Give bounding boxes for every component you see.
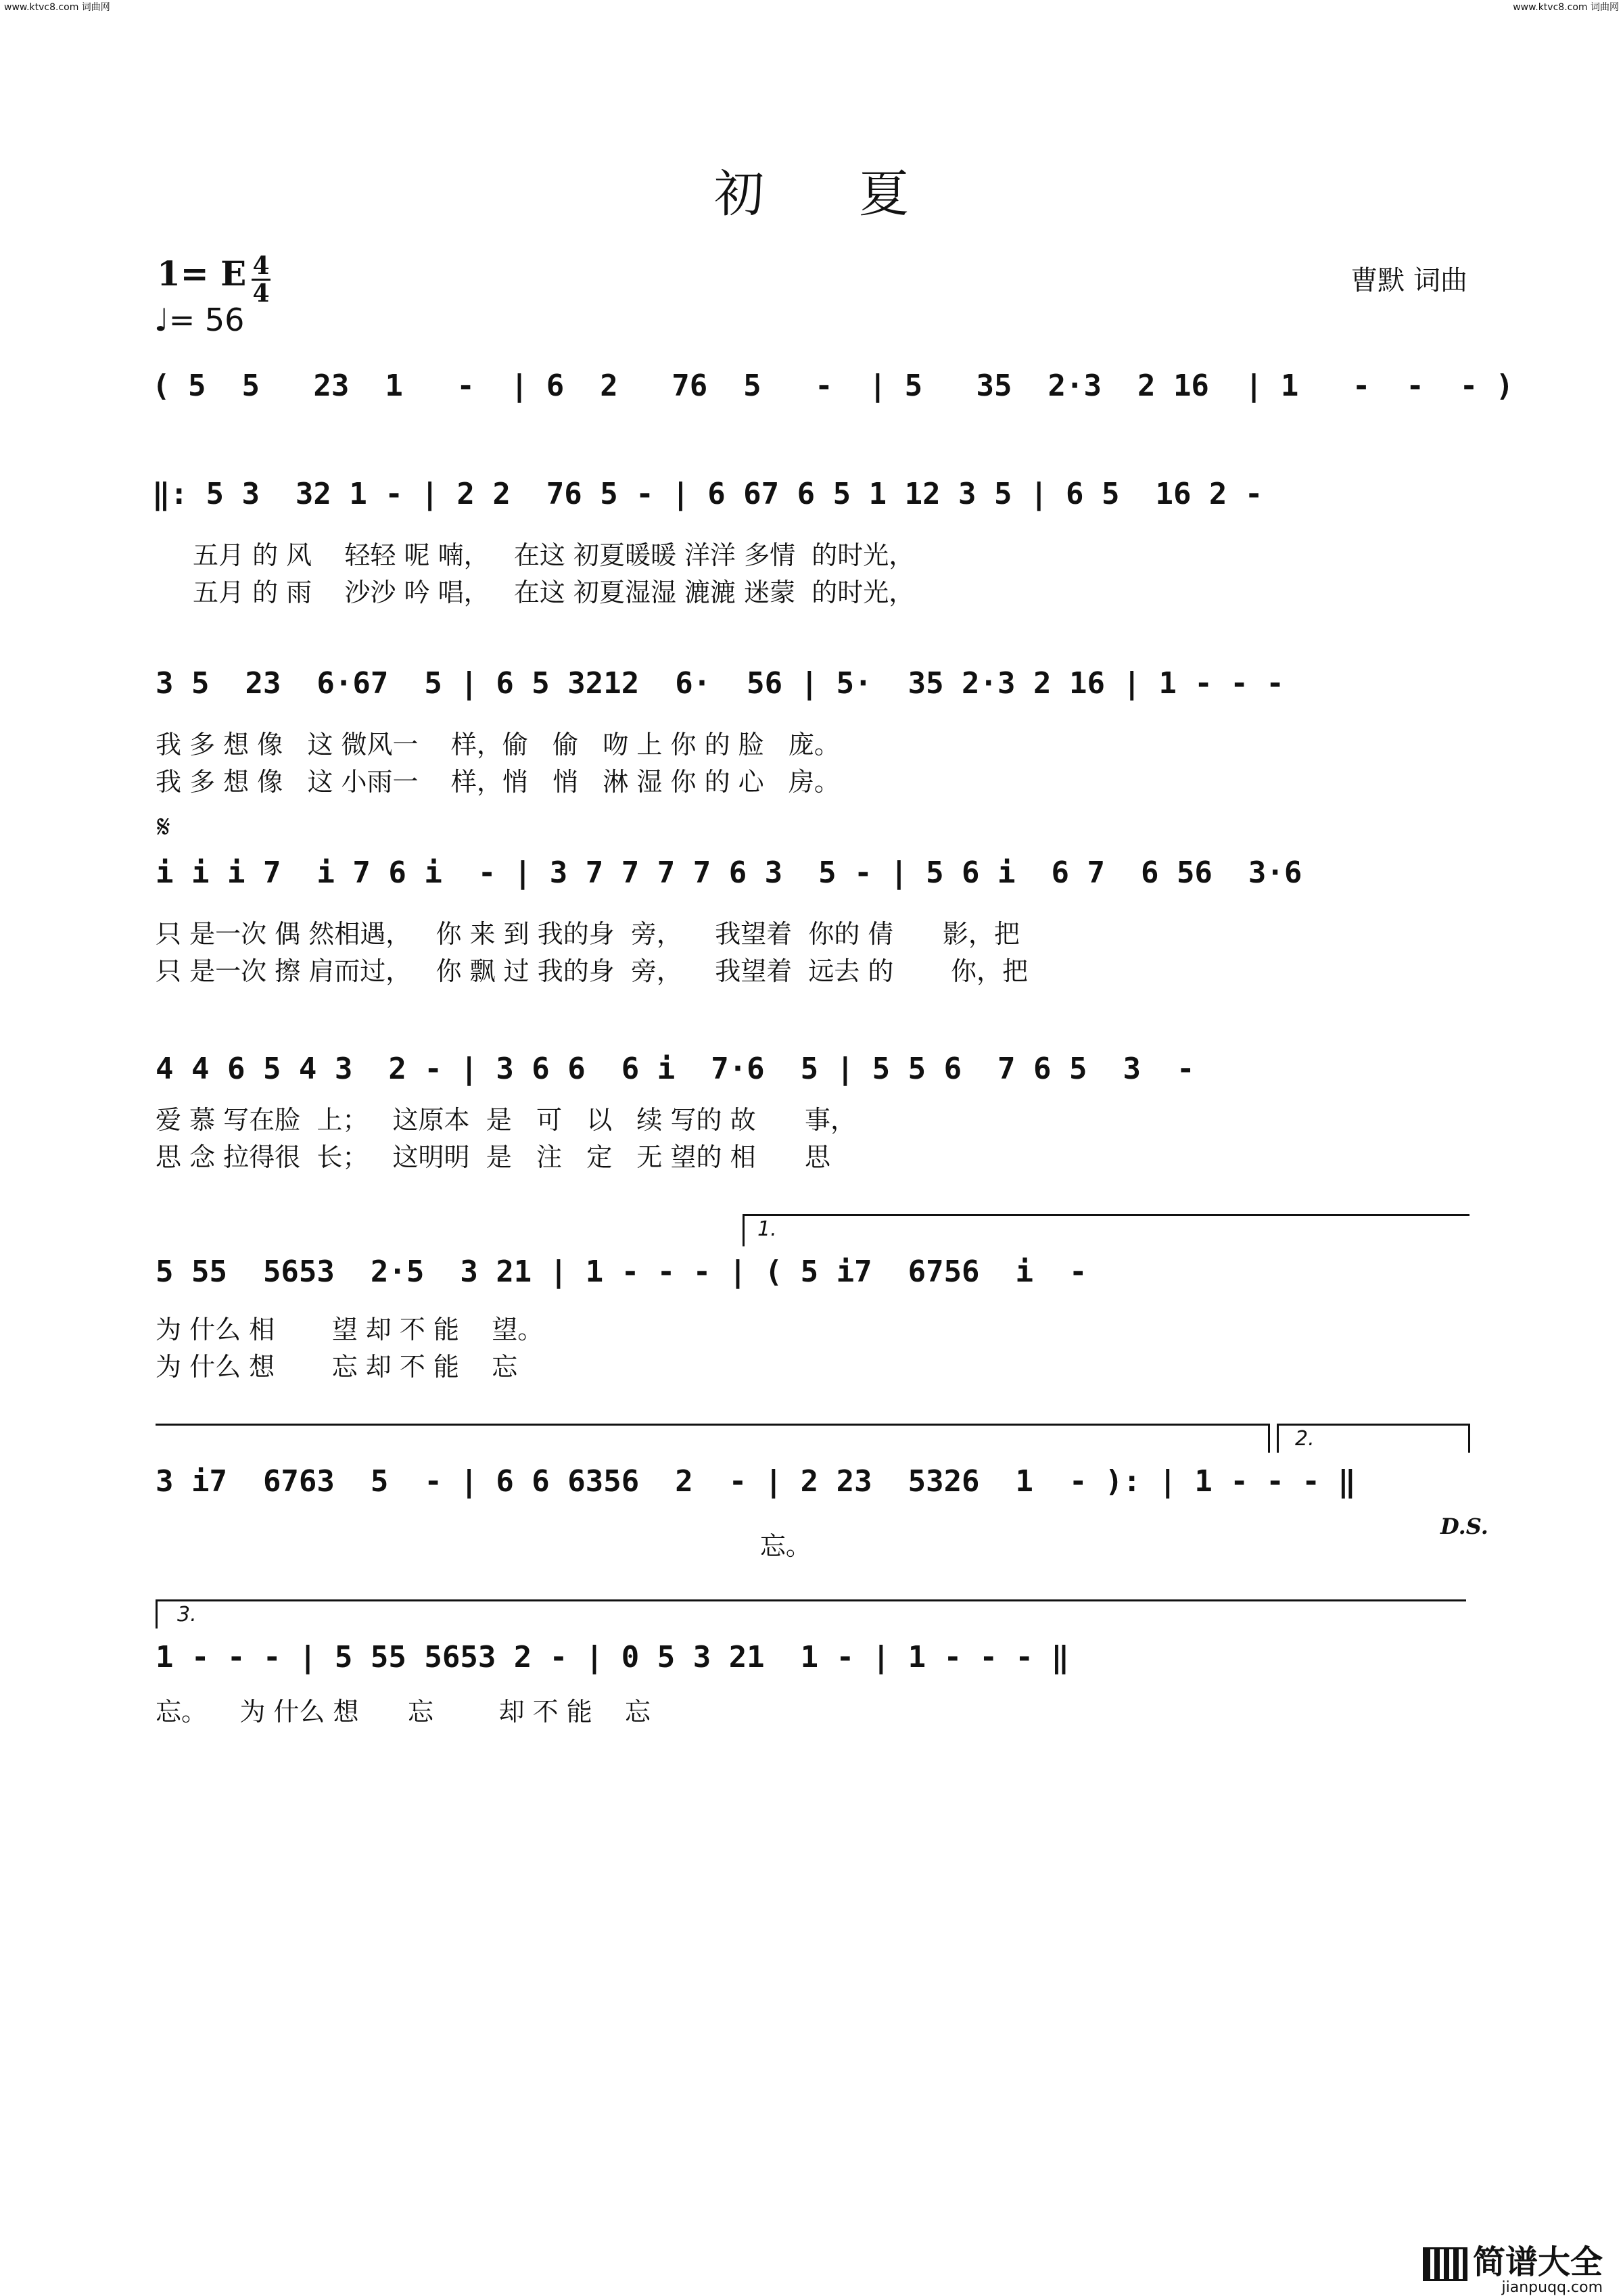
piano-keys-icon (1423, 2247, 1467, 2281)
lyric-line-7-verse-1: 忘。 (156, 1531, 812, 1561)
lyric-line-5-verse-1: 爱 慕 写在脸 上； 这原本 是 可 以 续 写的 故 事， (156, 1105, 857, 1135)
lyric-line-2-verse-1: 五月 的 风 轻轻 呢 喃， 在这 初夏暖暖 洋洋 多情 的时光， (193, 540, 915, 570)
ending-1-continuation-bracket (156, 1424, 1270, 1453)
notation-line-8: 1 - - - | 5 55 5653 2 - | 0 5 3 21 1 - | 1 - - - ‖ (156, 1640, 1070, 1674)
dal-segno-mark: D.S. (1440, 1514, 1488, 1539)
lyric-line-8-verse-1: 忘。 为 什么 想 忘 却 不 能 忘 (156, 1697, 651, 1727)
key-signature: 1= E (157, 254, 247, 294)
lyric-line-2-verse-2: 五月 的 雨 沙沙 吟 唱， 在这 初夏湿湿 漉漉 迷蒙 的时光， (193, 578, 915, 607)
site-watermark-left: www.ktvc8.com 词曲网 (4, 2, 110, 13)
song-title: 初夏 (714, 165, 1004, 223)
segno-mark: 𝄋 (157, 808, 170, 845)
ending-2-label: 2. (1295, 1427, 1315, 1451)
time-signature-top: 4 (252, 252, 270, 280)
notation-line-2: ‖: 5 3 32 1 - | 2 2 76 5 - | 6 67 6 5 1 12 3 5 | 6 5 16 2 - (152, 477, 1263, 511)
notation-line-3: 3 5 23 6·67 5 | 6 5 3212 6· 56 | 5· 35 2·3 2 16 | 1 - - - (156, 666, 1284, 701)
notation-line-4: i i i 7 i 7 6 i - | 3 7 7 7 7 6 3 5 - | 5 6 i 6 7 6 56 3·6 (156, 856, 1302, 890)
site-logo: 简谱大全 (1423, 2236, 1603, 2282)
notation-line-6: 5 55 5653 2·5 3 21 | 1 - - - | ( 5 i7 6756 i - (156, 1255, 1087, 1289)
site-logo-url: jianpuqq.com (1501, 2279, 1603, 2296)
ending-3-bracket (156, 1599, 1466, 1629)
tempo-marking: ♩= 56 (154, 302, 245, 338)
lyric-line-5-verse-2: 思 念 拉得很 长； 这明明 是 注 定 无 望的 相 思 (156, 1142, 831, 1172)
notation-line-7: 3 i7 6763 5 - | 6 6 6356 2 - | 2 23 5326 1 - ): | 1 - - - ‖ (156, 1464, 1356, 1499)
ending-1-bracket (743, 1214, 1469, 1246)
notation-line-5: 4 4 6 5 4 3 2 - | 3 6 6 6 i 7·6 5 | 5 5 6 7 6 5 3 - (156, 1052, 1195, 1086)
site-watermark-right: www.ktvc8.com 词曲网 (1513, 2, 1619, 13)
time-signature (252, 252, 270, 308)
notation-line-1: ( 5 5 23 1 - | 6 2 76 5 - | 5 35 2·3 2 16 | 1 - - - ) (152, 369, 1514, 403)
lyric-line-4-verse-1: 只 是一次 偶 然相遇， 你 来 到 我的身 旁， 我望着 你的 倩 影，把 (156, 919, 1020, 949)
lyric-line-6-verse-2: 为 什么 想 忘 却 不 能 忘 (156, 1352, 518, 1382)
lyric-line-6-verse-1: 为 什么 相 望 却 不 能 望。 (156, 1315, 544, 1344)
author-credit: 曹默 词曲 (1350, 265, 1467, 296)
lyric-line-3-verse-2: 我 多 想 像 这 小雨一 样，悄 悄 淋 湿 你 的 心 房。 (156, 767, 840, 797)
ending-3-label: 3. (177, 1603, 197, 1626)
ending-1-label: 1. (757, 1217, 777, 1241)
lyric-line-4-verse-2: 只 是一次 擦 肩而过， 你 飘 过 我的身 旁， 我望着 远去 的 你，把 (156, 956, 1028, 986)
time-signature-bottom: 4 (252, 279, 270, 308)
lyric-line-3-verse-1: 我 多 想 像 这 微风一 样，偷 偷 吻 上 你 的 脸 庞。 (156, 730, 840, 759)
